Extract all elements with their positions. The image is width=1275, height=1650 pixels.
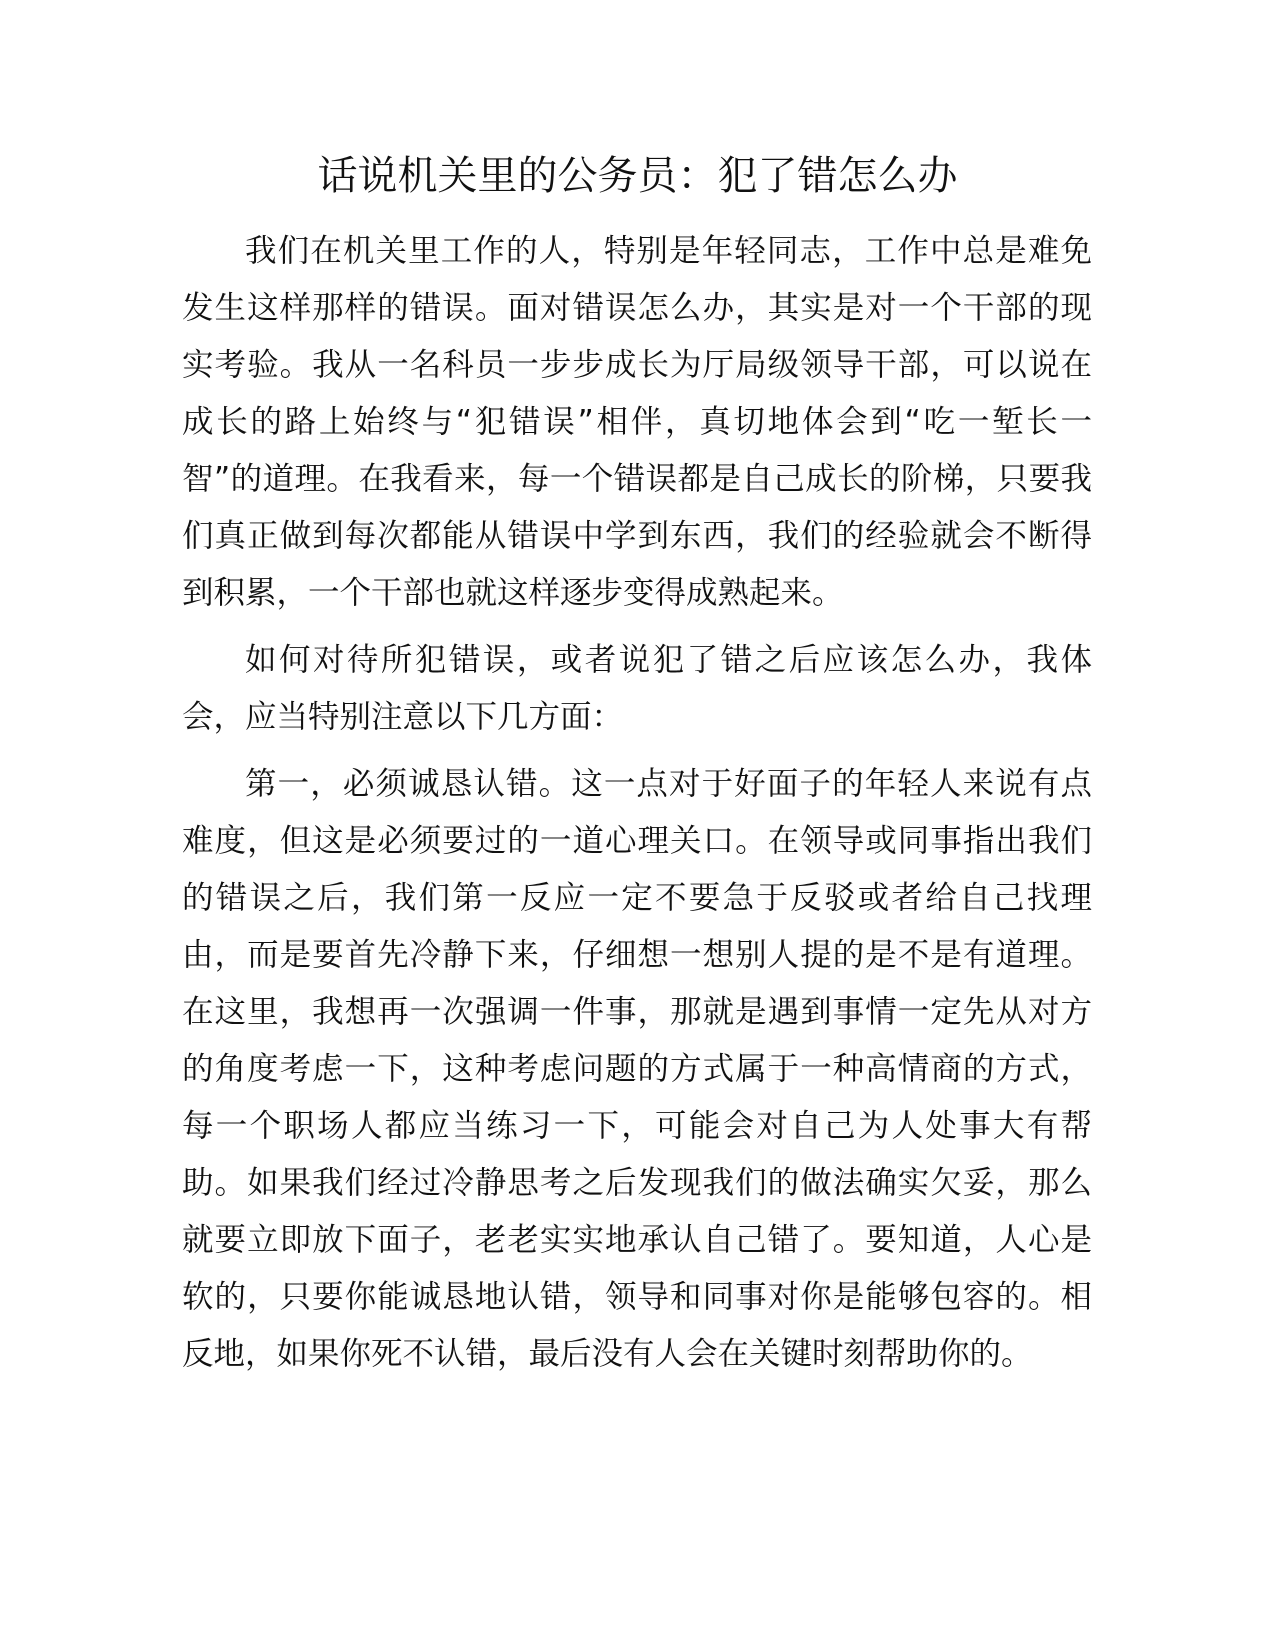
paragraph-question: 如何对待所犯错误，或者说犯了错之后应该怎么办，我体会，应当特别注意以下几方面： xyxy=(182,642,1092,735)
paragraph-point-one: 第一，必须诚恳认错。这一点对于好面子的年轻人来说有点难度，但这是必须要过的一道心理关口。在领导或同事指出我们的错误之后，我们第一反应一定不要急于反驳或者给自己找理由，而是要首先冷静下来，仔细想一想别人提的是不是有道理。在这里，我想再一次强调一件事，那就是遇到事情一定先从对方的角度考虑一下，这种考虑问题的方式属于一种高情商的方式，每一个职场人都应当练习一下，可能会对自己为人处事大有帮助。如果我们经过冷静思考之后发现我们的做法确实欠妥，那么就要立即放下面子，老老实实地承认自己错了。要知道，人心是软的，只要你能诚恳地认错，领导和同事对你是能够包容的。相反地，如果你死不认错，最后没有人会在关键时刻帮助你的。 xyxy=(182,766,1092,1372)
document-body xyxy=(182,223,1092,1393)
document-title: 话说机关里的公务员：犯了错怎么办 xyxy=(317,153,958,199)
paragraph-intro: 我们在机关里工作的人，特别是年轻同志，工作中总是难免发生这样那样的错误。面对错误怎么办，其实是对一个干部的现实考验。我从一名科员一步步成长为厅局级领导干部，可以说在成长的路上始终与“犯错误”相伴，真切地体会到“吃一堑长一智”的道理。在我看来，每一个错误都是自己成长的阶梯，只要我们真正做到每次都能从错误中学到东西，我们的经验就会不断得到积累，一个干部也就这样逐步变得成熟起来。 xyxy=(182,233,1092,611)
